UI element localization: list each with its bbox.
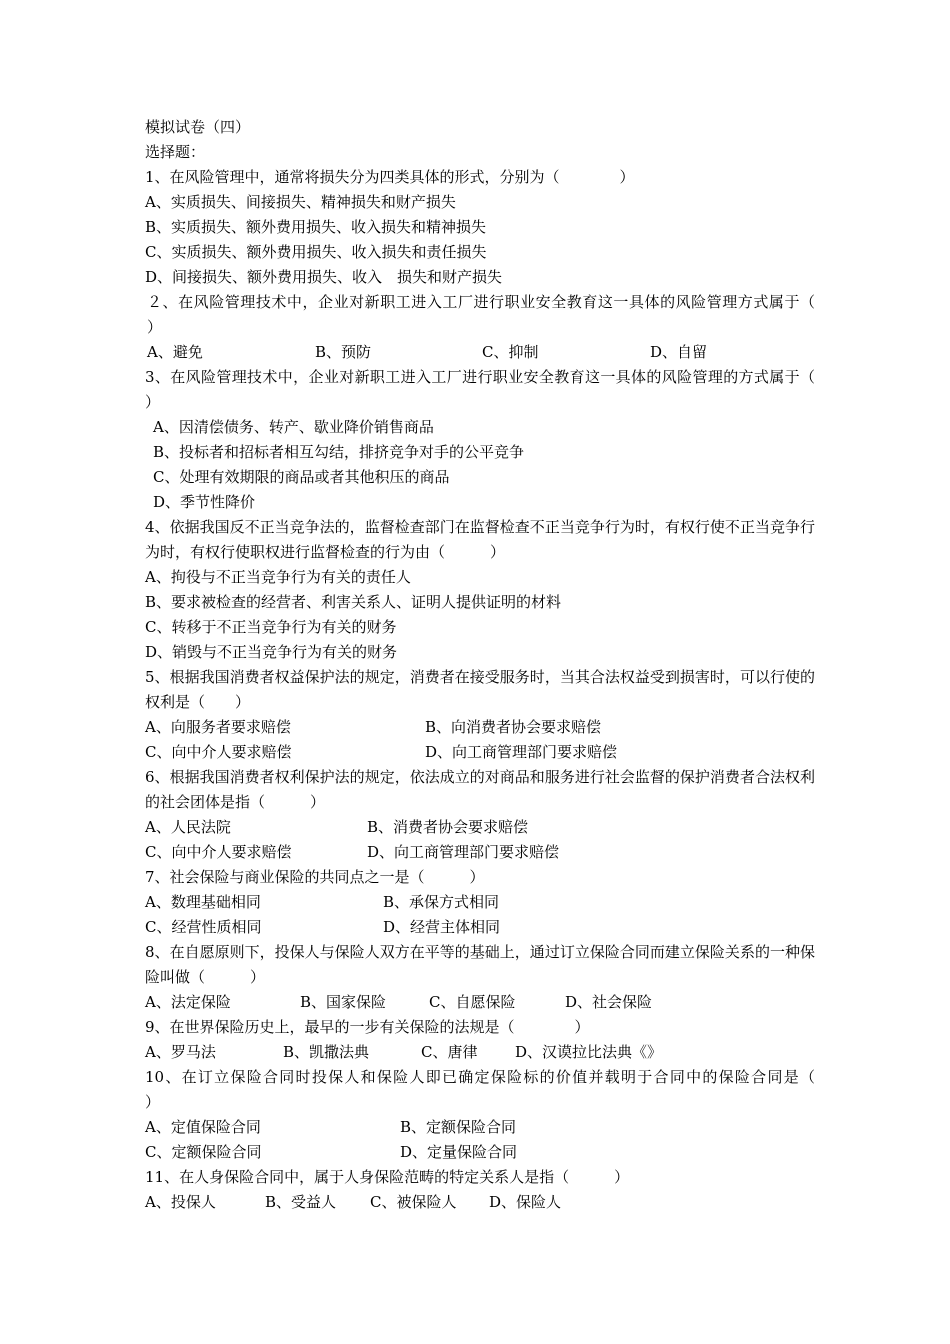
question-9-options (145, 1040, 815, 1065)
question-5-option-b: B、向消费者协会要求赔偿 (425, 718, 602, 736)
question-11-options (145, 1190, 815, 1215)
question-3-option-a: A、因清偿债务、转产、歇业降价销售商品 (153, 418, 434, 436)
question-6-stem: 6、根据我国消费者权利保护法的规定，依法成立的对商品和服务进行社会监督的保护消费者合法权利的社会团体是指（ ） (145, 768, 815, 811)
question-2-stem: ２、在风险管理技术中，企业对新职工进入工厂进行职业安全教育这一具体的风险管理方式属于（ ） (147, 293, 846, 336)
question-3-option-b: B、投标者和招标者相互勾结，排挤竞争对手的公平竞争 (153, 443, 525, 461)
question-2-option-a: A、避免 (147, 343, 203, 361)
question-8-stem: 8、在自愿原则下，投保人与保险人双方在平等的基础上，通过订立保险合同而建立保险关系的一种保险叫做（ ） (145, 943, 815, 986)
question-6-options-row-2 (145, 840, 815, 865)
question-10-option-a: A、定值保险合同 (145, 1118, 261, 1136)
question-11-option-a: A、投保人 (145, 1193, 216, 1211)
question-10-option-b: B、定额保险合同 (400, 1118, 517, 1136)
question-4-option-c: C、转移于不正当竞争行为有关的财务 (145, 618, 397, 636)
question-8-option-b: B、国家保险 (300, 993, 387, 1011)
question-10-options-row-1 (145, 1115, 815, 1140)
question-10-option-c: C、定额保险合同 (145, 1143, 262, 1161)
question-7-option-a: A、数理基础相同 (145, 893, 261, 911)
question-7-option-c: C、经营性质相同 (145, 918, 262, 936)
question-4-option-a: A、拘役与不正当竞争行为有关的责任人 (145, 568, 411, 586)
exam-page (145, 115, 861, 1215)
question-9-option-a: A、罗马法 (145, 1043, 216, 1061)
question-3-stem: 3、在风险管理技术中，企业对新职工进入工厂进行职业安全教育这一具体的风险管理的方式属于（ ） (145, 368, 861, 411)
question-9-stem: 9、在世界保险历史上，最早的一步有关保险的法规是（ ） (145, 1018, 590, 1036)
question-8-option-a: A、法定保险 (145, 993, 231, 1011)
question-7-option-d: D、经营主体相同 (383, 918, 501, 936)
question-5-options-row-2 (145, 740, 815, 765)
section-heading: 选择题： (145, 143, 206, 161)
question-8-option-d: D、社会保险 (565, 993, 653, 1011)
question-7-stem: 7、社会保险与商业保险的共同点之一是（ ） (145, 868, 485, 886)
question-2-options (145, 340, 815, 365)
question-1-option-a: A、实质损失、间接损失、精神损失和财产损失 (145, 193, 456, 211)
question-11-stem: 11、在人身保险合同中，属于人身保险范畴的特定关系人是指（ ） (145, 1168, 630, 1186)
question-5-option-c: C、向中介人要求赔偿 (145, 743, 292, 761)
question-4-stem: 4、依据我国反不正当竞争法的，监督检查部门在监督检查不正当竞争行为时，有权行使不正当竞争行为时，有权行使职权进行监督检查的行为由（ ） (145, 518, 815, 561)
question-6-option-a: A、人民法院 (145, 818, 231, 836)
question-9-option-c: C、唐律 (421, 1043, 478, 1061)
question-11-option-b: B、受益人 (265, 1193, 337, 1211)
question-8-options (145, 990, 815, 1015)
question-3-option-c: C、处理有效期限的商品或者其他积压的商品 (153, 468, 450, 486)
question-5-stem: 5、根据我国消费者权益保护法的规定，消费者在接受服务时，当其合法权益受到损害时，可以行使的权利是（ ） (145, 668, 815, 711)
question-11-option-d: D、保险人 (489, 1193, 562, 1211)
question-1-stem: 1、在风险管理中，通常将损失分为四类具体的形式，分别为（ ） (145, 168, 635, 186)
question-5-option-d: D、向工商管理部门要求赔偿 (425, 743, 618, 761)
question-9-option-d: D、汉谟拉比法典《》 (515, 1043, 663, 1061)
question-1-option-c: C、实质损失、额外费用损失、收入损失和责任损失 (145, 243, 487, 261)
exam-title: 模拟试卷（四） (145, 118, 251, 136)
question-9-option-b: B、凯撒法典 (283, 1043, 370, 1061)
question-1-option-b: B、实质损失、额外费用损失、收入损失和精神损失 (145, 218, 487, 236)
question-7-options-row-2 (145, 915, 815, 940)
question-2-option-c: C、抑制 (482, 343, 539, 361)
question-7-option-b: B、承保方式相同 (383, 893, 500, 911)
question-5-options-row-1 (145, 715, 815, 740)
question-2-option-d: D、自留 (650, 343, 708, 361)
question-1-option-d: D、间接损失、额外费用损失、收入 损失和财产损失 (145, 268, 503, 286)
question-10-stem: 10、在订立保险合同时投保人和保险人即已确定保险标的价值并载明于合同中的保险合同是（ ） (145, 1068, 861, 1111)
question-3-option-d: D、季节性降价 (153, 493, 256, 511)
question-2-option-b: B、预防 (315, 343, 372, 361)
question-7-options-row-1 (145, 890, 815, 915)
question-6-option-c: C、向中介人要求赔偿 (145, 843, 292, 861)
question-5-option-a: A、向服务者要求赔偿 (145, 718, 291, 736)
question-6-option-d: D、向工商管理部门要求赔偿 (367, 843, 560, 861)
question-6-option-b: B、消费者协会要求赔偿 (367, 818, 529, 836)
question-4-option-b: B、要求被检查的经营者、利害关系人、证明人提供证明的材料 (145, 593, 562, 611)
question-8-option-c: C、自愿保险 (429, 993, 516, 1011)
question-11-option-c: C、被保险人 (370, 1193, 457, 1211)
question-10-options-row-2 (145, 1140, 815, 1165)
question-10-option-d: D、定量保险合同 (400, 1143, 518, 1161)
question-4-option-d: D、销毁与不正当竞争行为有关的财务 (145, 643, 398, 661)
question-6-options-row-1 (145, 815, 815, 840)
